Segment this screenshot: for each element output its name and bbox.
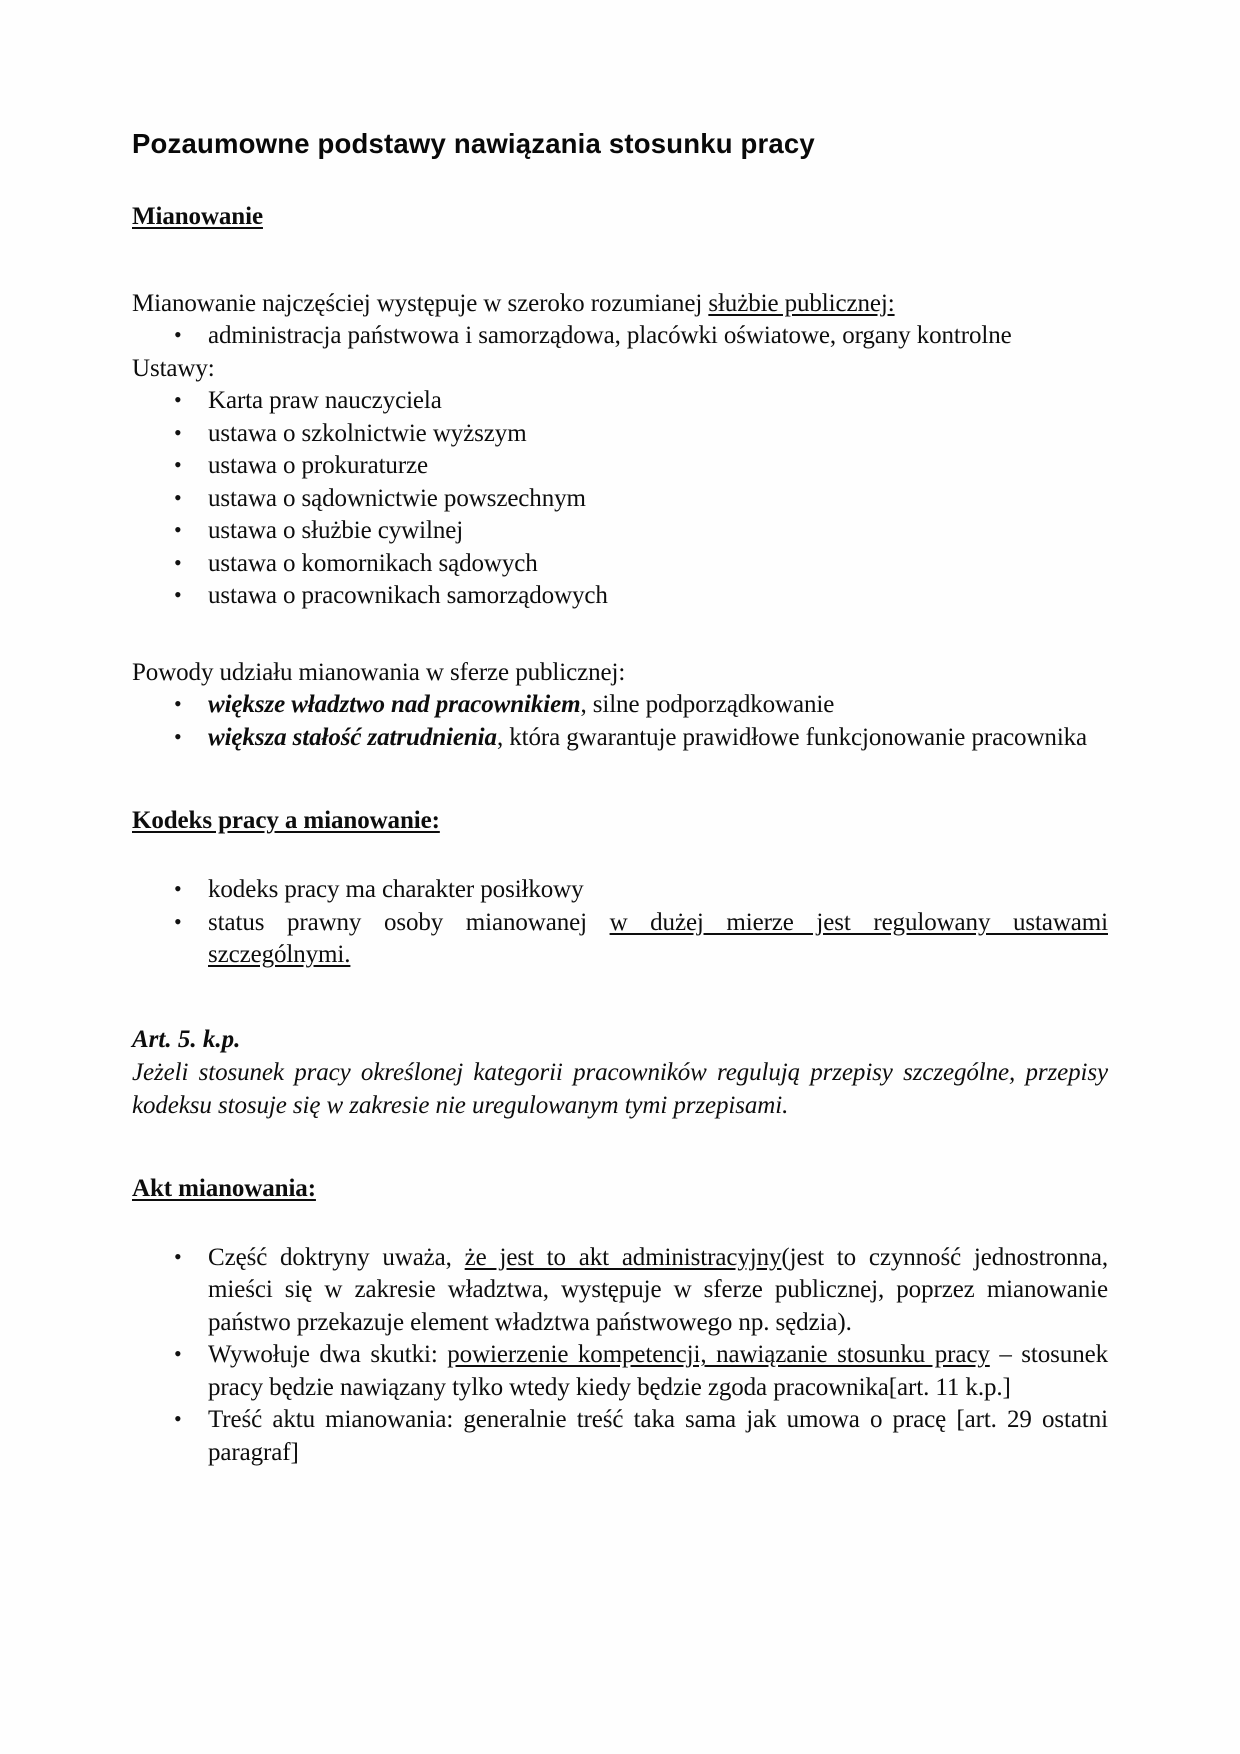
list-item-underlined: w dużej mierze jest regulowany ustawami szczególnymi. <box>208 908 1108 969</box>
list-item-suffix: (jest to czynność jednostronna, mieści się w zakresie władztwa, występuje w sferze publicznej, poprzez mianowanie państwo przekazuje element władztwa państwowego np. sędzia). <box>208 1243 1108 1336</box>
powody-list <box>132 689 1108 754</box>
list-item-text: , która gwarantuje prawidłowe funkcjonowanie pracownika <box>496 723 1088 751</box>
list-item-text: ustawa o pracownikach samorządowych <box>208 582 608 610</box>
kodeks-list <box>132 874 1108 972</box>
list-item <box>132 320 1108 353</box>
spacer <box>132 613 1108 657</box>
list-item <box>132 1404 1108 1469</box>
list-item-text: status prawny osoby mianowanej <box>208 908 610 936</box>
section-akt-heading-wrap <box>132 1174 1108 1234</box>
section-kodeks-heading-wrap <box>132 806 1108 866</box>
list-item <box>132 874 1108 907</box>
list-item-text: ustawa o służbie cywilnej <box>208 517 464 545</box>
list-item <box>132 450 1108 483</box>
list-item <box>132 548 1108 581</box>
list-item <box>132 580 1108 613</box>
list-item-underlined: że jest to akt administracyjny <box>464 1243 782 1271</box>
list-item-text: kodeks pracy ma charakter posiłkowy <box>208 876 584 904</box>
section-heading-akt-mianowania: Akt mianowania: <box>132 1174 316 1202</box>
list-item <box>132 689 1108 722</box>
spacer <box>132 754 1108 806</box>
list-item <box>132 1242 1108 1340</box>
mianowanie-intro-prefix: Mianowanie najczęściej występuje w szeroko rozumianej <box>132 289 709 317</box>
mianowanie-scope-list <box>132 320 1108 353</box>
list-item-text: Karta praw nauczyciela <box>208 387 442 415</box>
list-item <box>132 385 1108 418</box>
ustawy-list <box>132 385 1108 613</box>
spacer <box>132 1122 1108 1174</box>
list-item-text: ustawa o komornikach sądowych <box>208 549 538 577</box>
list-item-emphasis: większe władztwo nad pracownikiem <box>208 691 581 719</box>
akt-mianowania-list <box>132 1242 1108 1470</box>
list-item-text: Treść aktu mianowania: generalnie treść taka sama jak umowa o pracę [art. 29 ostatni paragraf] <box>208 1406 1108 1466</box>
list-item <box>132 907 1108 972</box>
list-item-suffix: – stosunek pracy będzie nawiązany tylko wtedy kiedy będzie zgoda pracownika[art. 11 k.p.] <box>208 1341 1108 1401</box>
section-heading-mianowanie: Mianowanie <box>132 202 263 230</box>
list-item <box>132 418 1108 451</box>
list-item <box>132 1339 1108 1404</box>
spacer <box>132 972 1108 1024</box>
mianowanie-intro-paragraph <box>132 288 1108 321</box>
section-mianowanie-heading-wrap <box>132 202 1108 262</box>
list-item <box>132 483 1108 516</box>
page-title: Pozaumowne podstawy nawiązania stosunku pracy <box>132 128 815 159</box>
article-label-art5: Art. 5. k.p. <box>132 1025 241 1053</box>
list-item-text: administracja państwowa i samorządowa, placówki oświatowe, organy kontrolne <box>208 322 1012 350</box>
list-item-text: Część doktryny uważa, <box>208 1243 465 1271</box>
list-item-text: ustawa o prokuraturze <box>208 452 429 480</box>
mianowanie-intro-underlined: służbie publicznej: <box>708 289 895 317</box>
section-heading-kodeks-pracy-a-mianowanie: Kodeks pracy a mianowanie: <box>132 807 440 835</box>
list-item-text: Wywołuje dwa skutki: <box>208 1341 448 1369</box>
list-item-text: , silne podporządkowanie <box>580 691 835 719</box>
list-item <box>132 515 1108 548</box>
list-item <box>132 722 1108 755</box>
list-item-text: ustawa o sądownictwie powszechnym <box>208 484 586 512</box>
powody-label: Powody udziału mianowania w sferze publicznej: <box>132 658 626 686</box>
ustawy-label: Ustawy: <box>132 354 215 382</box>
list-item-emphasis: większa stałość zatrudnienia <box>208 723 497 751</box>
list-item-underlined: powierzenie kompetencji, nawiązanie stosunku pracy <box>447 1341 990 1369</box>
list-item-text: ustawa o szkolnictwie wyższym <box>208 419 527 447</box>
article-body-art5: Jeżeli stosunek pracy określonej kategorii pracowników regulują przepisy szczególne, przepisy kodeksu stosuje się w zakresie nie uregulowanym tymi przepisami. <box>132 1058 1108 1119</box>
